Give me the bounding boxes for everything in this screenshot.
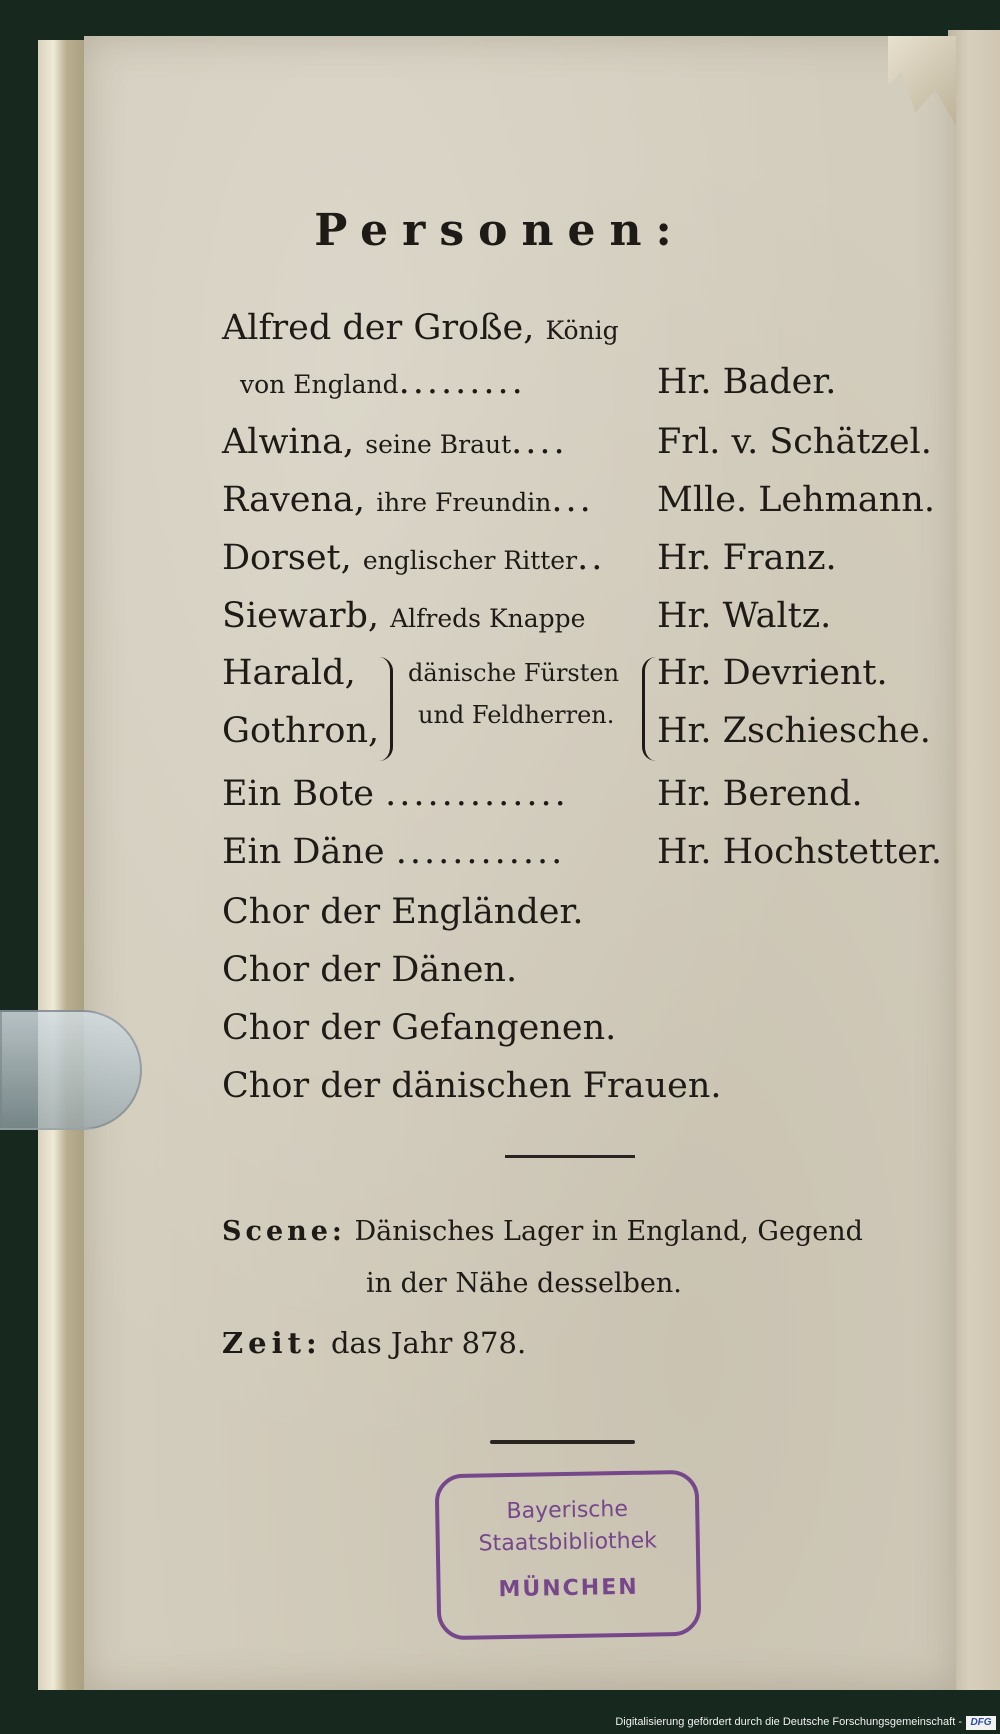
leader-dots: .. bbox=[577, 538, 606, 578]
actor-name: Mlle. Lehmann. bbox=[657, 480, 935, 520]
role-note: von England bbox=[240, 370, 399, 399]
role-text: Ein Bote bbox=[222, 774, 374, 814]
divider-rule bbox=[490, 1440, 635, 1444]
cast-row-alfred bbox=[222, 308, 942, 364]
leader-dots: ............. bbox=[385, 774, 569, 814]
leader-dots: ... bbox=[551, 480, 594, 520]
dfg-logo: DFG bbox=[966, 1716, 996, 1730]
stamp-line: Staatsbibliothek bbox=[478, 1528, 658, 1557]
role-note: und Feldherren. bbox=[418, 701, 615, 729]
divider-rule bbox=[505, 1155, 635, 1158]
cast-group-princes bbox=[222, 653, 942, 773]
actor-name: Hr. Hochstetter. bbox=[657, 832, 942, 872]
actor-name: Hr. Franz. bbox=[657, 538, 837, 578]
time-text: das Jahr 878. bbox=[330, 1326, 527, 1360]
time-line bbox=[222, 1326, 526, 1360]
cast-row-dorset bbox=[222, 538, 942, 594]
role-name bbox=[222, 308, 619, 348]
actor-name: Frl. v. Schätzel. bbox=[657, 422, 932, 462]
role-text: Dorset, bbox=[222, 538, 352, 578]
scene-text: Dänisches Lager in England, Gegend bbox=[354, 1216, 863, 1247]
cast-row-alfred-cont bbox=[222, 362, 942, 418]
role-text: Alwina, bbox=[222, 422, 355, 462]
library-stamp bbox=[435, 1470, 702, 1641]
page-heading: Personen: bbox=[314, 205, 686, 256]
actor-name: Hr. Waltz. bbox=[657, 596, 832, 636]
cast-row-alwina bbox=[222, 422, 942, 478]
page-edge-left bbox=[38, 40, 90, 1690]
role-note: seine Braut bbox=[365, 430, 512, 459]
role-note: englischer Ritter bbox=[362, 546, 578, 575]
chorus-line: Chor der Gefangenen. bbox=[222, 1008, 617, 1048]
stamp-line: Bayerische bbox=[506, 1496, 629, 1525]
leader-dots: ............ bbox=[395, 832, 566, 872]
chorus-line: Chor der dänischen Frauen. bbox=[222, 1066, 722, 1106]
leader-dots: .... bbox=[511, 422, 568, 462]
role-text: Alfred der Große, bbox=[222, 308, 535, 348]
cast-row-bote bbox=[222, 774, 942, 830]
chorus-line: Chor der Dänen. bbox=[222, 950, 518, 990]
actor-name: Hr. Berend. bbox=[657, 774, 863, 814]
cast-row-ravena bbox=[222, 480, 942, 536]
role-text: Ein Däne bbox=[222, 832, 385, 872]
time-label: Zeit: bbox=[222, 1326, 322, 1360]
stamp-line: MÜNCHEN bbox=[498, 1574, 639, 1603]
role-note: König bbox=[545, 316, 619, 345]
leader-dots: ......... bbox=[398, 362, 526, 402]
role-note: ihre Freundin bbox=[376, 488, 552, 517]
brace-left bbox=[374, 657, 393, 761]
role-note: Alfreds Knappe bbox=[390, 604, 586, 633]
cast-row-siewarb bbox=[222, 596, 942, 652]
role-text: Gothron, bbox=[222, 711, 380, 751]
scene-label: Scene: bbox=[222, 1216, 346, 1247]
role-text: Ravena, bbox=[222, 480, 366, 520]
chorus-line: Chor der Engländer. bbox=[222, 892, 584, 932]
footer-credit: Digitalisierung gefördert durch die Deutsche Forschungsgemeinschaft - bbox=[615, 1716, 962, 1728]
page-clip bbox=[0, 1010, 142, 1130]
role-text: Harald, bbox=[222, 653, 356, 693]
cast-row-daene bbox=[222, 832, 942, 888]
scene-line-2: in der Nähe desselben. bbox=[366, 1268, 682, 1299]
role-text: Siewarb, bbox=[222, 596, 379, 636]
role-note: dänische Fürsten bbox=[408, 659, 620, 687]
scene-line bbox=[222, 1216, 942, 1247]
actor-name: Hr. Devrient. bbox=[657, 653, 888, 693]
actor-name: Hr. Zschiesche. bbox=[657, 711, 931, 751]
actor-name: Hr. Bader. bbox=[657, 362, 837, 402]
